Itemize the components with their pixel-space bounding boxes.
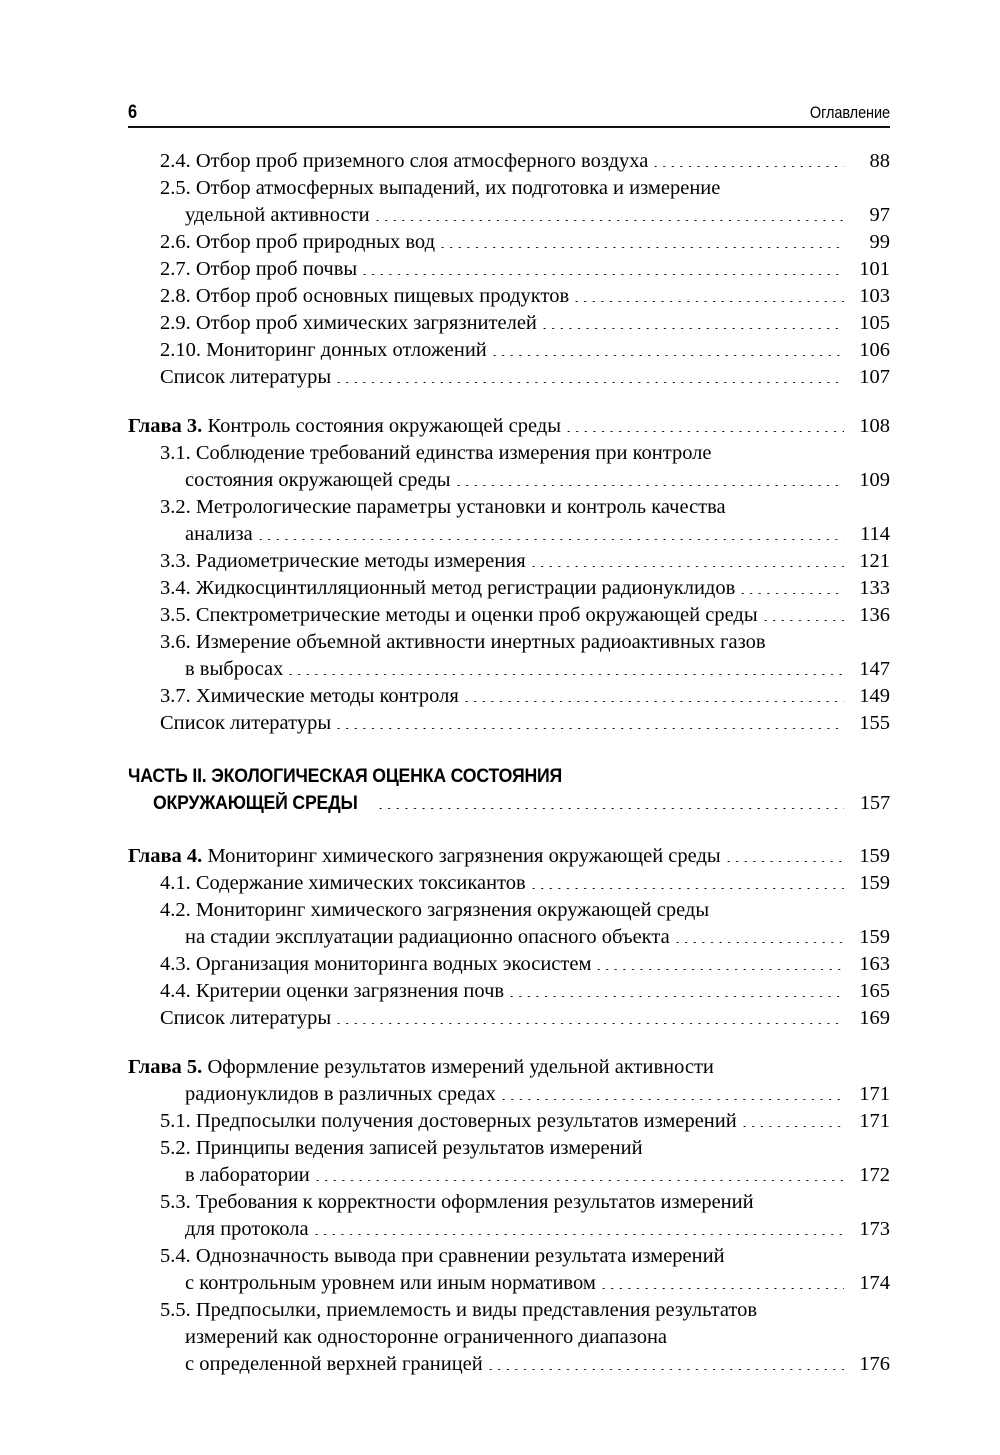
toc-page-number: 173: [859, 1218, 890, 1240]
dot-leader: [316, 1180, 844, 1181]
dot-leader: [532, 888, 844, 889]
running-head-title: Оглавление: [809, 104, 890, 122]
toc-page-number: 155: [859, 712, 890, 734]
dot-leader: [457, 485, 844, 486]
toc-entry[interactable]: [160, 1243, 890, 1270]
toc-chapter-label: Глава 5.: [128, 1056, 203, 1078]
toc-entry[interactable]: [185, 1162, 890, 1189]
toc-block-gap: [128, 737, 890, 763]
toc-entry[interactable]: [185, 1216, 890, 1243]
toc-entry[interactable]: [160, 1108, 890, 1135]
toc-entry-text: 2.4. Отбор проб приземного слоя атмосферного воздуха: [160, 150, 649, 172]
toc-page-number: 109: [859, 469, 890, 491]
toc-page-number: 159: [859, 926, 890, 948]
dot-leader: [502, 1099, 844, 1100]
toc-entry[interactable]: [160, 978, 890, 1005]
toc-block: [128, 763, 890, 817]
toc-page-number: 171: [859, 1083, 890, 1105]
toc-page-number: 149: [859, 685, 890, 707]
dot-leader: [363, 274, 844, 275]
toc-page-number: 163: [859, 953, 890, 975]
toc-entry[interactable]: [160, 337, 890, 364]
toc-entry[interactable]: [185, 202, 890, 229]
toc-entry[interactable]: [185, 1270, 890, 1297]
toc-entry[interactable]: [185, 1324, 890, 1351]
toc-page-number: 114: [860, 523, 890, 545]
dot-leader: [441, 247, 844, 248]
toc-entry[interactable]: [160, 951, 890, 978]
dot-leader: [676, 942, 844, 943]
toc-entry[interactable]: [160, 175, 890, 202]
toc-page-number: 99: [869, 231, 890, 253]
toc-page-number: 174: [859, 1272, 890, 1294]
toc-page-number: 105: [859, 312, 890, 334]
toc-entry[interactable]: [160, 575, 890, 602]
toc-page-number: 165: [859, 980, 890, 1002]
toc-entry-text: измерений как односторонне ограниченного диапазона: [185, 1326, 668, 1348]
toc-entry-text: с определенной верхней границей: [185, 1353, 483, 1375]
toc-entry-text: [128, 1054, 714, 1081]
toc-page-number: 136: [859, 604, 890, 626]
dot-leader: [489, 1369, 844, 1370]
toc-entry-text: 3.6. Измерение объемной активности инертных радиоактивных газов: [160, 631, 766, 653]
toc-entry-text: состояния окружающей среды: [185, 469, 451, 491]
toc-entry-text: 3.2. Метрологические параметры установки и контроль качества: [160, 496, 726, 518]
dot-leader: [543, 328, 844, 329]
toc-entry[interactable]: [185, 1351, 890, 1378]
dot-leader: [743, 1126, 844, 1127]
dot-leader: [727, 861, 844, 862]
toc-page-number: 157: [859, 792, 890, 814]
toc-entry[interactable]: [160, 440, 890, 467]
toc-entry-text: 3.1. Соблюдение требований единства измерения при контроле: [160, 442, 712, 464]
toc-entry-text: ОКРУЖАЮЩЕЙ СРЕДЫ: [153, 793, 358, 814]
toc-page-number: 106: [859, 339, 890, 361]
toc-entry[interactable]: [185, 656, 890, 683]
toc-page-number: 88: [869, 150, 890, 172]
dot-leader: [741, 593, 844, 594]
toc-entry-text: 2.6. Отбор проб природных вод: [160, 231, 435, 253]
toc-entry-title: Оформление результатов измерений удельной активности: [202, 1056, 714, 1078]
toc-entry-text: Список литературы: [160, 366, 332, 388]
toc-chapter-label: Глава 3.: [128, 415, 203, 437]
toc-page-number: 101: [859, 258, 890, 280]
toc-entry-text: удельной активности: [185, 204, 370, 226]
toc-page-number: 121: [859, 550, 890, 572]
toc-entry-text: анализа: [185, 523, 253, 545]
toc-entry-text: радионуклидов в различных средах: [185, 1083, 496, 1105]
dot-leader: [337, 1023, 844, 1024]
toc-entry[interactable]: [185, 467, 890, 494]
dot-leader: [337, 728, 844, 729]
dot-leader: [465, 701, 844, 702]
toc-entry-text: 3.4. Жидкосцинтилляционный метод регистрации радионуклидов: [160, 577, 736, 599]
toc-entry-text: 4.1. Содержание химических токсикантов: [160, 872, 526, 894]
toc-entry-text: Список литературы: [160, 1007, 332, 1029]
toc-entry-text: 4.3. Организация мониторинга водных экосистем: [160, 953, 592, 975]
toc-entry-text: 5.3. Требования к корректности оформления результатов измерений: [160, 1191, 754, 1213]
toc-entry-text: 3.5. Спектрометрические методы и оценки проб окружающей среды: [160, 604, 758, 626]
toc-entry-title: Контроль состояния окружающей среды: [202, 415, 561, 437]
dot-leader: [259, 539, 844, 540]
toc-entry[interactable]: [160, 897, 890, 924]
toc-page-number: 133: [859, 577, 890, 599]
toc-page-number: 103: [859, 285, 890, 307]
toc-block: [128, 148, 890, 391]
toc-entry[interactable]: [185, 924, 890, 951]
toc-entry-text: 4.2. Мониторинг химического загрязнения окружающей среды: [160, 899, 710, 921]
toc-entry[interactable]: [160, 870, 890, 897]
toc-entry[interactable]: [160, 256, 890, 283]
toc-block: [128, 843, 890, 1032]
toc-entry-text: 5.1. Предпосылки получения достоверных результатов измерений: [160, 1110, 737, 1132]
toc-entry[interactable]: [160, 148, 890, 175]
toc-block-gap: [128, 817, 890, 843]
dot-leader: [532, 566, 844, 567]
toc-block-gap: [128, 1032, 890, 1054]
toc-entry-text: с контрольным уровнем или иным нормативом: [185, 1272, 596, 1294]
toc-entry-text: для протокола: [185, 1218, 309, 1240]
toc-entry-text: 2.9. Отбор проб химических загрязнителей: [160, 312, 537, 334]
toc-page-number: 108: [859, 415, 890, 437]
toc-entry[interactable]: [160, 602, 890, 629]
toc-entry[interactable]: [185, 521, 890, 548]
toc-entry-text: в выбросах: [185, 658, 284, 680]
toc-entry-text: 2.8. Отбор проб основных пищевых продуктов: [160, 285, 570, 307]
dot-leader: [289, 674, 844, 675]
toc-page-number: 107: [859, 366, 890, 388]
toc-entry[interactable]: [160, 364, 890, 391]
toc-entry[interactable]: [128, 413, 890, 440]
dot-leader: [376, 220, 844, 221]
toc-entry-text: 3.3. Радиометрические методы измерения: [160, 550, 526, 572]
running-head-rule: [128, 126, 890, 128]
toc-page-number: 159: [859, 845, 890, 867]
page-folio: 6: [128, 102, 137, 123]
toc-block: [128, 413, 890, 737]
dot-leader: [575, 301, 844, 302]
toc-entry[interactable]: [160, 1189, 890, 1216]
toc-page-number: 172: [859, 1164, 890, 1186]
toc-entry[interactable]: [160, 310, 890, 337]
dot-leader: [315, 1234, 844, 1235]
toc-block: [128, 1054, 890, 1378]
dot-leader: [379, 808, 844, 809]
table-of-contents: [128, 148, 890, 1378]
toc-entry[interactable]: [160, 283, 890, 310]
toc-entry-text: 2.10. Мониторинг донных отложений: [160, 339, 487, 361]
toc-page-number: 159: [859, 872, 890, 894]
toc-page-number: 97: [869, 204, 890, 226]
toc-entry-text: 3.7. Химические методы контроля: [160, 685, 459, 707]
toc-entry[interactable]: [128, 1054, 890, 1081]
dot-leader: [764, 620, 844, 621]
dot-leader: [654, 166, 844, 167]
toc-entry[interactable]: [160, 1297, 890, 1324]
toc-page-number: 171: [859, 1110, 890, 1132]
toc-entry-text: 2.5. Отбор атмосферных выпадений, их подготовка и измерение: [160, 177, 721, 199]
toc-entry-text: Список литературы: [160, 712, 332, 734]
dot-leader: [597, 969, 844, 970]
toc-page-number: 176: [859, 1353, 890, 1375]
toc-entry-title: Мониторинг химического загрязнения окружающей среды: [202, 845, 721, 867]
dot-leader: [510, 996, 844, 997]
toc-entry-text: 5.5. Предпосылки, приемлемость и виды представления результатов: [160, 1299, 758, 1321]
toc-entry[interactable]: [160, 1135, 890, 1162]
toc-block-gap: [128, 391, 890, 413]
toc-entry[interactable]: [160, 548, 890, 575]
toc-entry[interactable]: [160, 494, 890, 521]
dot-leader: [337, 382, 844, 383]
toc-entry[interactable]: [128, 843, 890, 870]
toc-entry-text: в лаборатории: [185, 1164, 310, 1186]
toc-page-number: 147: [859, 658, 890, 680]
toc-entry[interactable]: [160, 1005, 890, 1032]
toc-chapter-label: Глава 4.: [128, 845, 203, 867]
toc-entry-text: 2.7. Отбор проб почвы: [160, 258, 358, 280]
toc-entry[interactable]: [128, 763, 890, 790]
toc-entry[interactable]: [160, 229, 890, 256]
dot-leader: [602, 1288, 844, 1289]
toc-entry-text: на стадии эксплуатации радиационно опасного объекта: [185, 926, 670, 948]
dot-leader: [567, 431, 844, 432]
dot-leader: [493, 355, 844, 356]
toc-entry[interactable]: [185, 1081, 890, 1108]
toc-entry-text: 5.4. Однозначность вывода при сравнении результата измерений: [160, 1245, 725, 1267]
toc-entry[interactable]: [160, 629, 890, 656]
toc-entry-text: 4.4. Критерии оценки загрязнения почв: [160, 980, 505, 1002]
toc-entry-text: [128, 843, 721, 870]
toc-entry[interactable]: [153, 790, 890, 817]
running-head: [128, 96, 890, 130]
toc-entry-text: [128, 413, 561, 440]
toc-entry-text: ЧАСТЬ II. ЭКОЛОГИЧЕСКАЯ ОЦЕНКА СОСТОЯНИЯ: [128, 766, 563, 787]
toc-entry[interactable]: [160, 710, 890, 737]
toc-entry[interactable]: [160, 683, 890, 710]
toc-entry-text: 5.2. Принципы ведения записей результатов измерений: [160, 1137, 643, 1159]
toc-page-number: 169: [859, 1007, 890, 1029]
